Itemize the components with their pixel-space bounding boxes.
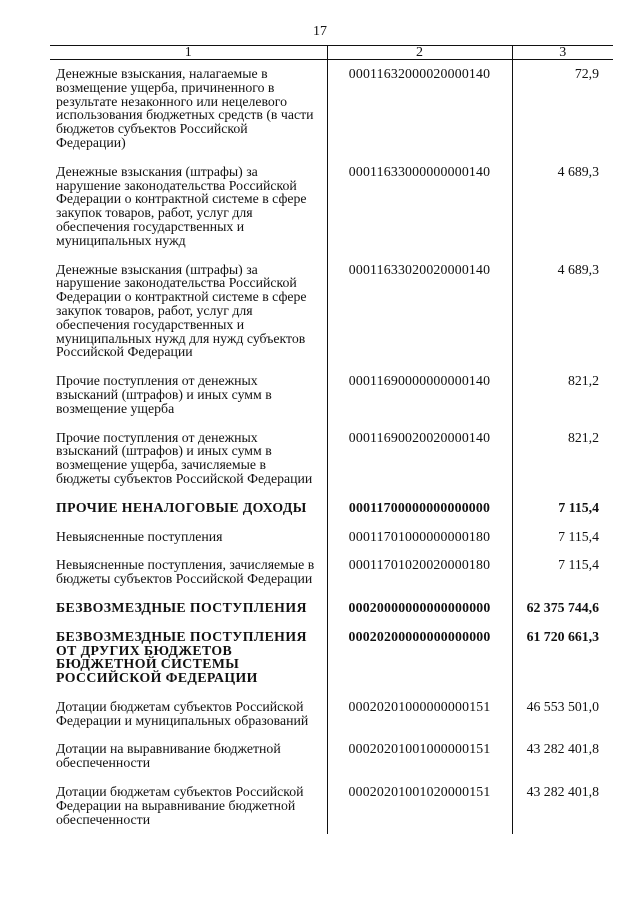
table-header [50, 46, 613, 60]
table-row [50, 551, 613, 594]
revenue-table [50, 45, 613, 834]
row-amount: 7 115,4 [512, 494, 613, 523]
row-name: Невыясненные поступления [56, 528, 223, 544]
table-row [50, 367, 613, 423]
row-name: Прочие поступления от денежных взысканий (штрафов) и иных сумм в возмещение ущерба [56, 373, 272, 416]
table-row [50, 158, 613, 256]
row-code: 00020000000000000000 [327, 594, 512, 623]
row-name: Денежные взыскания (штрафы) за нарушение законодательства Российской Федерации о контрактной системе в сфере закупок товаров, работ, услуг для обеспечения государственных и муниципальных нужд [56, 163, 307, 248]
header-col-2: 2 [327, 46, 512, 60]
row-amount: 62 375 744,6 [512, 594, 613, 623]
row-amount: 821,2 [512, 367, 613, 423]
table-row [50, 693, 613, 736]
row-name: Прочие поступления от денежных взысканий (штрафов) и иных сумм в возмещение ущерба, зачисляемые в бюджеты субъектов Российской Федерации [56, 429, 313, 486]
row-amount: 821,2 [512, 424, 613, 494]
header-col-3: 3 [512, 46, 613, 60]
row-code: 00011701020020000180 [327, 551, 512, 594]
table-row-section [50, 623, 613, 693]
row-code: 00011690020020000140 [327, 424, 512, 494]
table-row-section [50, 594, 613, 623]
table-row [50, 60, 613, 158]
row-code: 00020201001020000151 [327, 778, 512, 834]
row-code: 00011701000000000180 [327, 523, 512, 552]
revenue-table-container [50, 45, 613, 834]
row-amount: 4 689,3 [512, 158, 613, 256]
row-code: 00020200000000000000 [327, 623, 512, 693]
table-row [50, 424, 613, 494]
row-amount: 43 282 401,8 [512, 778, 613, 834]
row-name: Денежные взыскания, налагаемые в возмещение ущерба, причиненного в результате незаконного или нецелевого использования бюджетных средств (в части бюджетов субъектов Российской Федерации) [56, 66, 314, 150]
table-body [50, 60, 613, 835]
row-amount: 43 282 401,8 [512, 735, 613, 778]
row-code: 00011633000000000140 [327, 158, 512, 256]
row-amount: 61 720 661,3 [512, 623, 613, 693]
row-amount: 4 689,3 [512, 256, 613, 368]
row-name: Дотации бюджетам субъектов Российской Федерации на выравнивание бюджетной обеспеченности [56, 784, 304, 827]
row-amount: 7 115,4 [512, 523, 613, 552]
row-amount: 7 115,4 [512, 551, 613, 594]
table-row [50, 256, 613, 368]
row-name: БЕЗВОЗМЕЗДНЫЕ ПОСТУПЛЕНИЯ ОТ ДРУГИХ БЮДЖЕТОВ БЮДЖЕТНОЙ СИСТЕМЫ РОССИЙСКОЙ ФЕДЕРАЦИИ [56, 628, 307, 686]
table-row [50, 523, 613, 552]
page-number: 17 [313, 24, 327, 39]
table-row [50, 778, 613, 834]
row-name: Дотации на выравнивание бюджетной обеспеченности [56, 741, 281, 771]
row-code: 00011690000000000140 [327, 367, 512, 423]
row-code: 00011632000020000140 [327, 60, 512, 158]
row-amount: 46 553 501,0 [512, 693, 613, 736]
row-name: Невыясненные поступления, зачисляемые в бюджеты субъектов Российской Федерации [56, 557, 315, 587]
row-name: Денежные взыскания (штрафы) за нарушение законодательства Российской Федерации о контрактной системе в сфере закупок товаров, работ, услуг для обеспечения государственных и муниципальных нужд для нужд субъектов Российской Федерации [56, 261, 307, 360]
table-row-section [50, 494, 613, 523]
row-name: БЕЗВОЗМЕЗДНЫЕ ПОСТУПЛЕНИЯ [56, 599, 307, 615]
row-code: 00020201001000000151 [327, 735, 512, 778]
row-name: Дотации бюджетам субъектов Российской Федерации и муниципальных образований [56, 698, 309, 728]
table-row [50, 735, 613, 778]
row-amount: 72,9 [512, 60, 613, 158]
row-code: 00020201000000000151 [327, 693, 512, 736]
header-col-1: 1 [50, 46, 327, 60]
row-code: 00011633020020000140 [327, 256, 512, 368]
row-name: ПРОЧИЕ НЕНАЛОГОВЫЕ ДОХОДЫ [56, 499, 307, 515]
row-code: 00011700000000000000 [327, 494, 512, 523]
